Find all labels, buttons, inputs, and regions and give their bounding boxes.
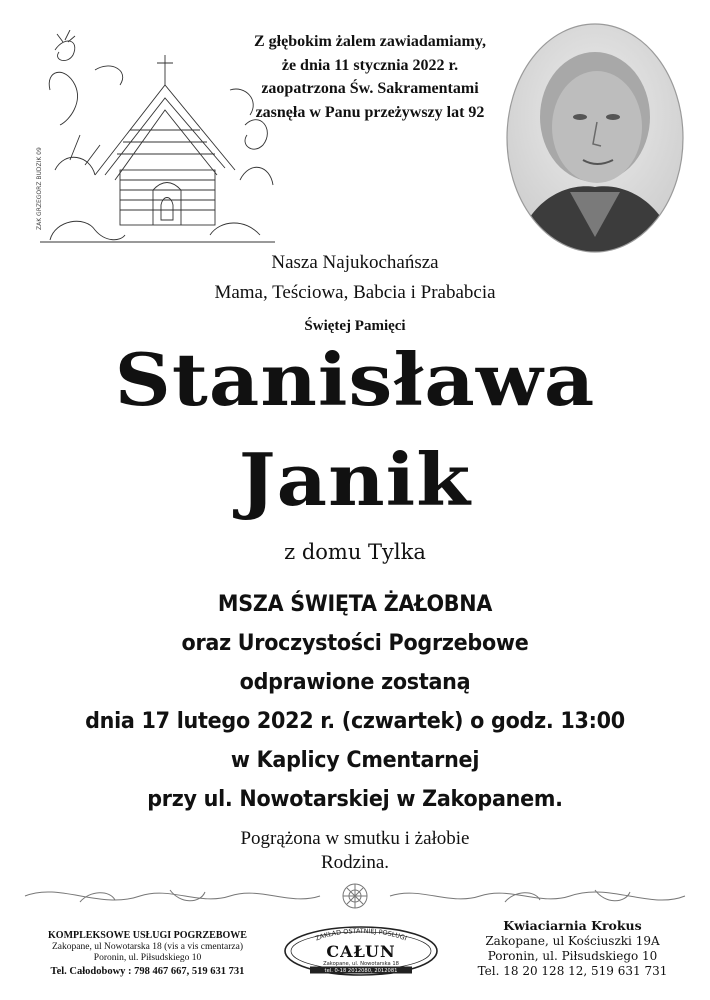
- logo-arc-text: ZAKŁAD OSTATNIEJ POSŁUGI: [314, 926, 409, 943]
- announcement-line: zaopatrzona Św. Sakramentami: [261, 80, 479, 97]
- grief-line: Rodzina.: [320, 852, 390, 873]
- funeral-line: dnia 17 lutego 2022 r. (czwartek) o godz. 13:00: [85, 708, 625, 734]
- funeral-line: oraz Uroczystości Pogrzebowe: [181, 630, 529, 656]
- logo-name: CAŁUN: [326, 942, 396, 961]
- florist-title: Kwiaciarnia Krokus: [503, 918, 642, 933]
- funeral-line: odprawione zostaną: [239, 669, 471, 695]
- logo-address: Zakopane, ul. Nowotarska 18: [323, 961, 399, 967]
- funeral-home-phone: Tel. Całodobowy : 798 467 667, 519 631 731: [50, 966, 245, 977]
- funeral-line: w Kaplicy Cmentarnej: [230, 747, 480, 773]
- calun-logo: [282, 925, 440, 977]
- funeral-home-title: KOMPLEKSOWE USŁUGI POGRZEBOWE: [48, 930, 247, 941]
- ornament-divider: [20, 880, 690, 912]
- announcement-line: zasnęła w Panu przeżywszy lat 92: [255, 103, 485, 121]
- logo-phone: tel. 0-18 2012080, 2012081: [324, 968, 398, 974]
- announcement-line: Z głębokim żalem zawiadamiamy,: [254, 33, 486, 50]
- funeral-home-address: Zakopane, ul Nowotarska 18 (vis a vis cmentarza): [52, 942, 243, 952]
- relations-line: Nasza Najukochańsza: [271, 252, 439, 273]
- announcement-line: że dnia 11 stycznia 2022 r.: [281, 56, 459, 74]
- funeral-home-address: Poronin, ul. Piłsudskiego 10: [93, 953, 202, 963]
- deceased-first-name: Stanisława: [114, 337, 596, 422]
- florist-address: Zakopane, ul Kościuszki 19A: [485, 934, 660, 948]
- florist-info: [445, 918, 700, 979]
- grief-line: Pogrążona w smutku i żałobie: [240, 828, 470, 849]
- funeral-line: przy ul. Nowotarskiej w Zakopanem.: [147, 786, 563, 812]
- announcement-text: [240, 30, 500, 124]
- florist-address: Poronin, ul. Piłsudskiego 10: [487, 949, 658, 963]
- family-relations: [0, 248, 710, 308]
- memory-heading: Świętej Pamięci: [304, 318, 406, 334]
- maiden-name: z domu Tylka: [284, 540, 426, 564]
- funeral-details: [0, 585, 710, 819]
- portrait-photo: [505, 22, 685, 254]
- funeral-home-info: [10, 930, 285, 979]
- sketch-signature: ZAK GRZEGORZ BUDZIK 09: [36, 147, 43, 230]
- funeral-line: MSZA ŚWIĘTA ŻAŁOBNA: [217, 591, 493, 617]
- deceased-last-name: Janik: [238, 437, 472, 522]
- florist-phone: Tel. 18 20 128 12, 519 631 731: [477, 964, 668, 978]
- family-signature: [0, 827, 710, 875]
- relations-line: Mama, Teściowa, Babcia i Prababcia: [214, 282, 496, 303]
